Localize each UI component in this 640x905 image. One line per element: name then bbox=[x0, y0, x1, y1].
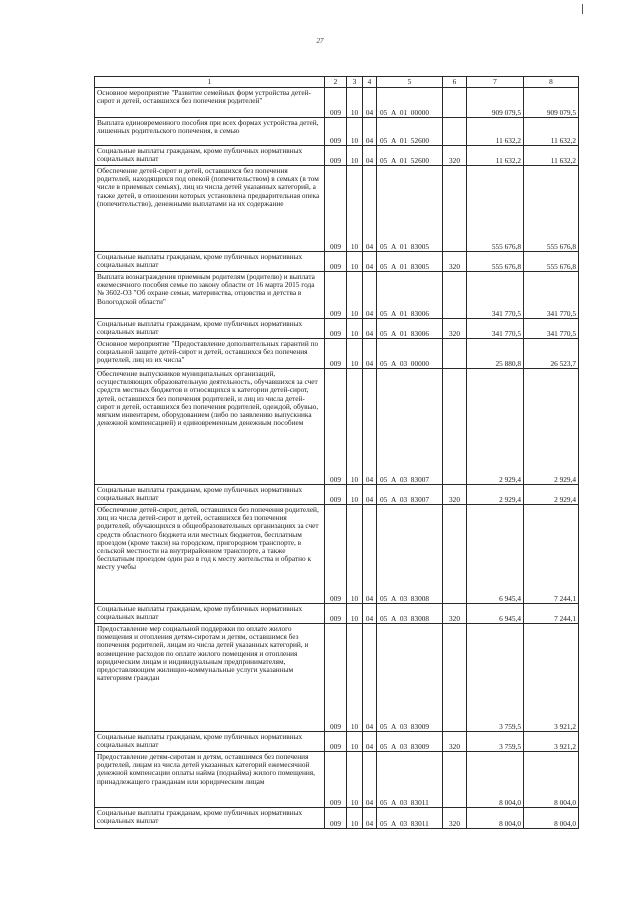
row-grbs: 009 bbox=[325, 339, 347, 369]
table-row bbox=[95, 118, 579, 146]
row-subsection: 04 bbox=[363, 505, 377, 604]
header-cell: 5 bbox=[377, 77, 443, 88]
row-section: 10 bbox=[347, 339, 363, 369]
row-section: 10 bbox=[347, 88, 363, 118]
row-grbs: 009 bbox=[325, 808, 347, 829]
header-cell: 3 bbox=[347, 77, 363, 88]
header-row bbox=[95, 77, 579, 88]
row-target-article: 05 А 03 00000 bbox=[377, 339, 443, 369]
table-row bbox=[95, 808, 579, 829]
row-amount-year2: 11 632,2 bbox=[524, 118, 579, 146]
row-name: Обеспечение детей-сирот, детей, оставшихся без попечения родителей, лиц из числа детей-сирот и детей, оставшихся без попечения родителей, обучающихся в общеобразовательных организациях за счет средств областного бюджета или местных бюджетов, бесплатным проездом (кроме такси) на городском, пригородном транспорте, в сельской местности на внутрирайонном транспорте, а также бесплатным проездом один раз в год к месту жительства и обратно к месту учебы bbox=[95, 505, 325, 604]
row-amount-year1: 6 945,4 bbox=[467, 505, 524, 604]
row-grbs: 009 bbox=[325, 272, 347, 319]
row-grbs: 009 bbox=[325, 369, 347, 485]
row-expense-type bbox=[443, 369, 467, 485]
table-row bbox=[95, 166, 579, 252]
row-subsection: 04 bbox=[363, 146, 377, 166]
row-amount-year1: 341 770,5 bbox=[467, 319, 524, 339]
row-grbs: 009 bbox=[325, 505, 347, 604]
table-row bbox=[95, 732, 579, 752]
row-subsection: 04 bbox=[363, 319, 377, 339]
row-amount-year2: 11 632,2 bbox=[524, 146, 579, 166]
row-expense-type bbox=[443, 505, 467, 604]
row-section: 10 bbox=[347, 808, 363, 829]
row-name: Социальные выплаты гражданам, кроме публичных нормативных социальных выплат bbox=[95, 319, 325, 339]
row-target-article: 05 А 01 83006 bbox=[377, 272, 443, 319]
row-name: Социальные выплаты гражданам, кроме публичных нормативных социальных выплат bbox=[95, 146, 325, 166]
table-row bbox=[95, 624, 579, 732]
row-subsection: 04 bbox=[363, 604, 377, 624]
row-grbs: 009 bbox=[325, 118, 347, 146]
row-expense-type: 320 bbox=[443, 485, 467, 505]
row-target-article: 05 А 03 83009 bbox=[377, 624, 443, 732]
row-expense-type: 320 bbox=[443, 252, 467, 272]
row-section: 10 bbox=[347, 118, 363, 146]
row-amount-year1: 2 929,4 bbox=[467, 485, 524, 505]
table-row bbox=[95, 88, 579, 118]
row-amount-year1: 8 004,0 bbox=[467, 752, 524, 808]
row-name: Предоставление мер социальной поддержки по оплате жилого помещения и отопления детям-сиротам и детям, оставшимся без попечения родителей, лицам из числа детей указанных категорий, и возмещение расходов по оплате жилого помещения и отопления юридическим лицам и индивидуальным предпринимателям, предоставляющим жилищно-коммунальные услуги указанным категориям граждан bbox=[95, 624, 325, 732]
row-amount-year2: 3 921,2 bbox=[524, 624, 579, 732]
row-expense-type bbox=[443, 166, 467, 252]
row-subsection: 04 bbox=[363, 485, 377, 505]
row-amount-year1: 11 632,2 bbox=[467, 118, 524, 146]
row-target-article: 05 А 03 83011 bbox=[377, 808, 443, 829]
row-name: Выплата вознаграждения приемным родителям (родителю) и выплата ежемесячного пособия семье по закону области от 16 марта 2015 года № 3602-ОЗ "Об охране семьи, материнства, отцовства и детства в Вологодской области" bbox=[95, 272, 325, 319]
row-section: 10 bbox=[347, 732, 363, 752]
row-grbs: 009 bbox=[325, 252, 347, 272]
row-target-article: 05 А 01 83005 bbox=[377, 166, 443, 252]
header-cell: 2 bbox=[325, 77, 347, 88]
table-row bbox=[95, 272, 579, 319]
row-target-article: 05 А 03 83008 bbox=[377, 505, 443, 604]
row-subsection: 04 bbox=[363, 732, 377, 752]
header-cell: 6 bbox=[443, 77, 467, 88]
row-amount-year1: 341 770,5 bbox=[467, 272, 524, 319]
row-amount-year1: 6 945,4 bbox=[467, 604, 524, 624]
row-amount-year2: 909 079,5 bbox=[524, 88, 579, 118]
row-section: 10 bbox=[347, 166, 363, 252]
table-row bbox=[95, 252, 579, 272]
row-amount-year2: 8 004,0 bbox=[524, 808, 579, 829]
row-amount-year2: 341 770,5 bbox=[524, 319, 579, 339]
row-target-article: 05 А 01 00000 bbox=[377, 88, 443, 118]
row-target-article: 05 А 01 83005 bbox=[377, 252, 443, 272]
row-amount-year2: 341 770,5 bbox=[524, 272, 579, 319]
row-amount-year1: 909 079,5 bbox=[467, 88, 524, 118]
row-grbs: 009 bbox=[325, 146, 347, 166]
row-target-article: 05 А 03 83008 bbox=[377, 604, 443, 624]
row-section: 10 bbox=[347, 604, 363, 624]
row-amount-year2: 2 929,4 bbox=[524, 485, 579, 505]
row-section: 10 bbox=[347, 624, 363, 732]
row-target-article: 05 А 01 83006 bbox=[377, 319, 443, 339]
row-name: Основное мероприятие "Развитие семейных форм устройства детей-сирот и детей, оставшихся без попечения родителей" bbox=[95, 88, 325, 118]
row-subsection: 04 bbox=[363, 166, 377, 252]
row-section: 10 bbox=[347, 319, 363, 339]
table-row bbox=[95, 146, 579, 166]
row-name: Основное мероприятие "Предоставление дополнительных гарантий по социальной защите детей-сирот и детей, оставшихся без попечения родителей, лиц из их числа" bbox=[95, 339, 325, 369]
header-cell: 1 bbox=[95, 77, 325, 88]
row-section: 10 bbox=[347, 252, 363, 272]
row-amount-year1: 3 759,5 bbox=[467, 624, 524, 732]
table-body bbox=[95, 77, 579, 829]
row-subsection: 04 bbox=[363, 88, 377, 118]
row-subsection: 04 bbox=[363, 369, 377, 485]
row-grbs: 009 bbox=[325, 485, 347, 505]
row-amount-year1: 11 632,2 bbox=[467, 146, 524, 166]
table-row bbox=[95, 339, 579, 369]
row-expense-type: 320 bbox=[443, 319, 467, 339]
row-amount-year1: 25 880,8 bbox=[467, 339, 524, 369]
row-name: Социальные выплаты гражданам, кроме публичных нормативных социальных выплат bbox=[95, 808, 325, 829]
table-row bbox=[95, 604, 579, 624]
row-target-article: 05 А 03 83007 bbox=[377, 369, 443, 485]
row-expense-type bbox=[443, 272, 467, 319]
row-target-article: 05 А 01 52600 bbox=[377, 146, 443, 166]
row-subsection: 04 bbox=[363, 808, 377, 829]
row-amount-year2: 555 676,8 bbox=[524, 252, 579, 272]
row-subsection: 04 bbox=[363, 118, 377, 146]
row-section: 10 bbox=[347, 146, 363, 166]
row-subsection: 04 bbox=[363, 252, 377, 272]
row-expense-type bbox=[443, 752, 467, 808]
header-cell: 4 bbox=[363, 77, 377, 88]
row-grbs: 009 bbox=[325, 319, 347, 339]
row-expense-type: 320 bbox=[443, 732, 467, 752]
row-expense-type bbox=[443, 88, 467, 118]
row-amount-year2: 555 676,8 bbox=[524, 166, 579, 252]
row-amount-year2: 7 244,1 bbox=[524, 604, 579, 624]
row-amount-year2: 26 523,7 bbox=[524, 339, 579, 369]
row-subsection: 04 bbox=[363, 272, 377, 319]
row-target-article: 05 А 01 52600 bbox=[377, 118, 443, 146]
table-row bbox=[95, 369, 579, 485]
row-amount-year1: 555 676,8 bbox=[467, 166, 524, 252]
row-target-article: 05 А 03 83011 bbox=[377, 752, 443, 808]
row-section: 10 bbox=[347, 752, 363, 808]
row-amount-year2: 7 244,1 bbox=[524, 505, 579, 604]
row-subsection: 04 bbox=[363, 624, 377, 732]
row-name: Социальные выплаты гражданам, кроме публичных нормативных социальных выплат bbox=[95, 485, 325, 505]
table-row bbox=[95, 752, 579, 808]
row-amount-year2: 3 921,2 bbox=[524, 732, 579, 752]
corner-mark bbox=[582, 4, 583, 14]
row-name: Предоставление детям-сиротам и детям, оставшимся без попечения родителей, лицам из числа детей указанных категорий ежемесячной денежной компенсации оплаты найма (поднайма) жилого помещения, принадлежащего гражданам или юридическим лицам bbox=[95, 752, 325, 808]
row-subsection: 04 bbox=[363, 339, 377, 369]
row-grbs: 009 bbox=[325, 88, 347, 118]
row-name: Выплата единовременного пособия при всех формах устройства детей, лишенных родительского попечения, в семью bbox=[95, 118, 325, 146]
row-subsection: 04 bbox=[363, 752, 377, 808]
row-amount-year1: 555 676,8 bbox=[467, 252, 524, 272]
row-section: 10 bbox=[347, 369, 363, 485]
budget-table bbox=[94, 76, 579, 829]
row-section: 10 bbox=[347, 485, 363, 505]
row-amount-year1: 3 759,5 bbox=[467, 732, 524, 752]
table-row bbox=[95, 505, 579, 604]
row-name: Социальные выплаты гражданам, кроме публичных нормативных социальных выплат bbox=[95, 252, 325, 272]
row-target-article: 05 А 03 83009 bbox=[377, 732, 443, 752]
row-name: Социальные выплаты гражданам, кроме публичных нормативных социальных выплат bbox=[95, 732, 325, 752]
header-cell: 7 bbox=[467, 77, 524, 88]
row-name: Обеспечение детей-сирот и детей, оставшихся без попечения родителей, находящихся под опекой (попечительством) в семьях (в том числе в приемных семьях), лиц из числа детей указанных категорий, а также детей, в отношении которых установлена предварительная опека (попечительство), денежными выплатами на их содержание bbox=[95, 166, 325, 252]
row-grbs: 009 bbox=[325, 604, 347, 624]
row-target-article: 05 А 03 83007 bbox=[377, 485, 443, 505]
row-grbs: 009 bbox=[325, 752, 347, 808]
row-amount-year2: 2 929,4 bbox=[524, 369, 579, 485]
row-expense-type bbox=[443, 339, 467, 369]
row-grbs: 009 bbox=[325, 166, 347, 252]
header-cell: 8 bbox=[524, 77, 579, 88]
row-grbs: 009 bbox=[325, 624, 347, 732]
page-number: 27 bbox=[316, 37, 324, 45]
row-amount-year1: 2 929,4 bbox=[467, 369, 524, 485]
table-row bbox=[95, 485, 579, 505]
row-amount-year2: 8 004,0 bbox=[524, 752, 579, 808]
row-name: Обеспечение выпускников муниципальных организаций, осуществляющих образовательную деятельность, обучавшихся за счет средств местных бюджетов и относящихся к категории детей-сирот, детей, оставшихся без попечения родителей, и лиц из числа детей-сирот и детей, оставшихся без попечения родителей, одеждой, обувью, мягким инвентарем, оборудованием (либо по заявлению выпускника денежной компенсацией) и единовременным денежным пособием bbox=[95, 369, 325, 485]
row-expense-type: 320 bbox=[443, 604, 467, 624]
row-expense-type: 320 bbox=[443, 808, 467, 829]
row-expense-type bbox=[443, 118, 467, 146]
row-name: Социальные выплаты гражданам, кроме публичных нормативных социальных выплат bbox=[95, 604, 325, 624]
row-section: 10 bbox=[347, 505, 363, 604]
table-row bbox=[95, 319, 579, 339]
row-expense-type bbox=[443, 624, 467, 732]
row-amount-year1: 8 004,0 bbox=[467, 808, 524, 829]
row-section: 10 bbox=[347, 272, 363, 319]
row-grbs: 009 bbox=[325, 732, 347, 752]
row-expense-type: 320 bbox=[443, 146, 467, 166]
